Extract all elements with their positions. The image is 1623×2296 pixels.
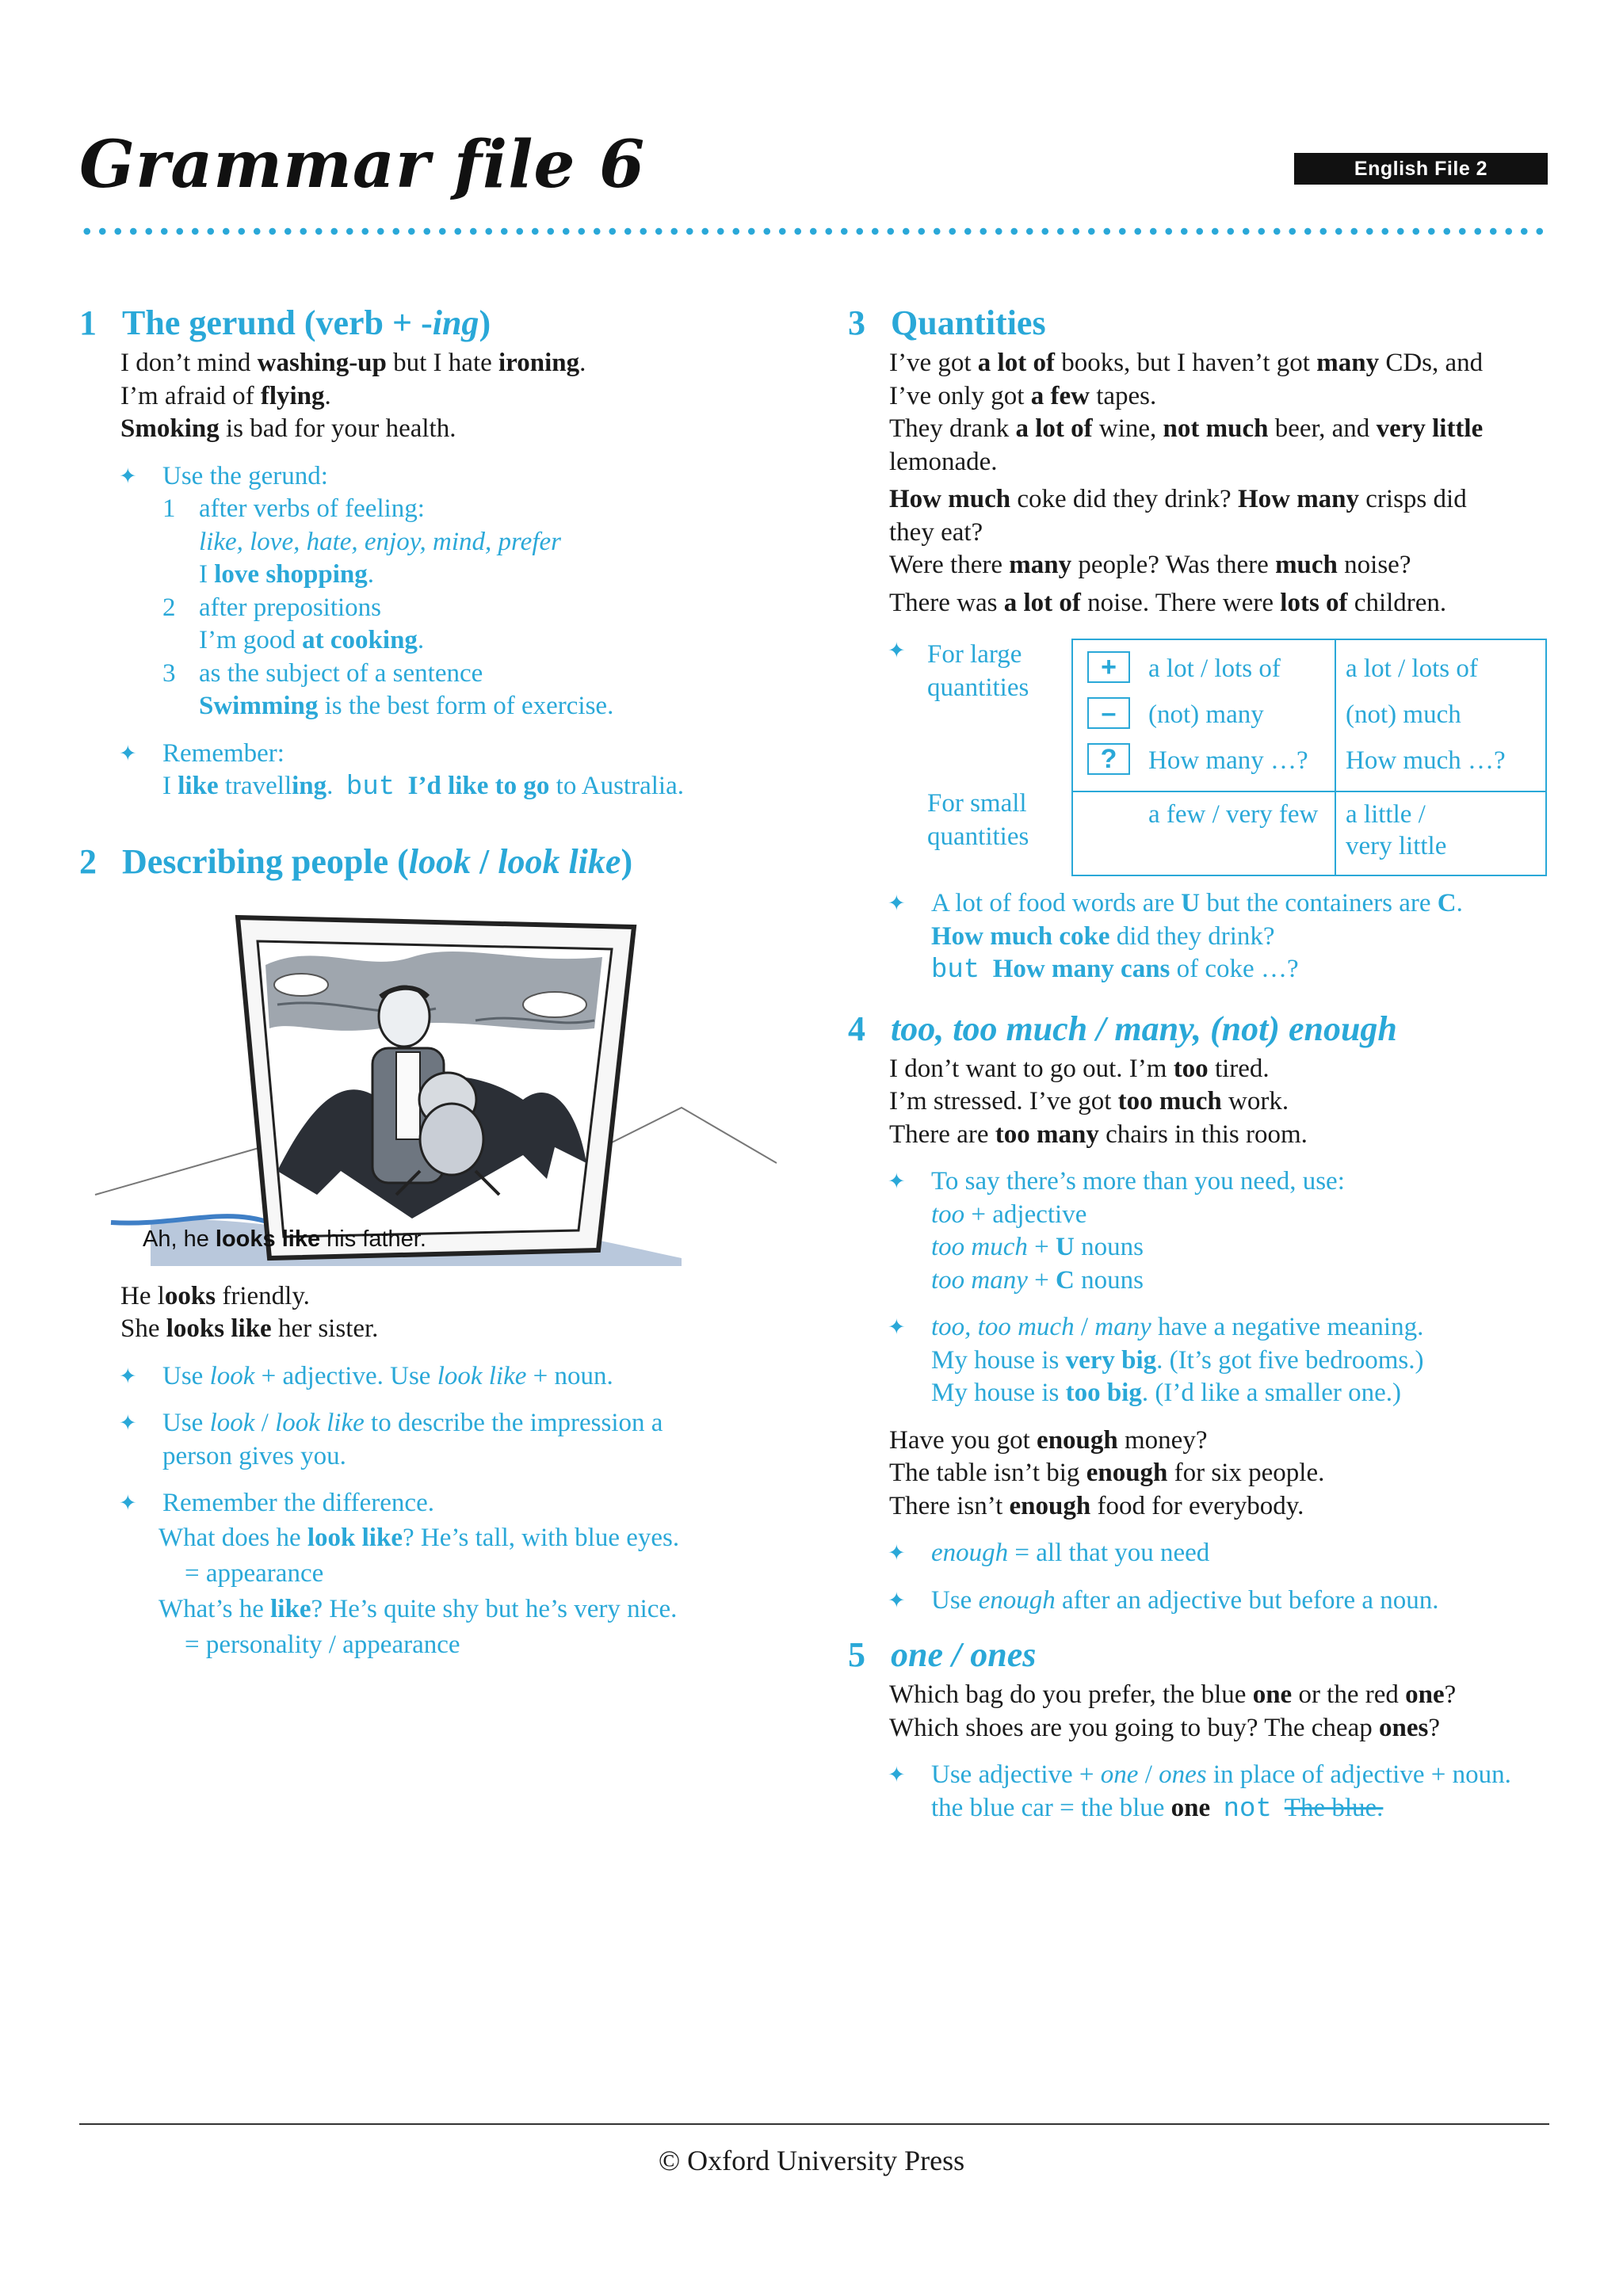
example-line: I don’t mind washing-up but I hate ironing.: [120, 349, 586, 377]
example-line: Have you got enough money?: [889, 1425, 1208, 1455]
rule-item: 2 after prepositions: [162, 593, 382, 622]
diamond-bullet-icon: ✦: [119, 741, 137, 765]
table-cell: a lot / lots of: [1148, 654, 1281, 683]
section-3-heading: 3 Quantities: [848, 303, 1046, 342]
example-line: There isn’t enough food for everybody.: [889, 1491, 1304, 1520]
rule-note: ✦ too, too much / many have a negative meaning. My house is very big. (It’s got five bedrooms.) My house is too big. (I’d like a smaller one.): [888, 1313, 1424, 1407]
diamond-bullet-icon: ✦: [888, 639, 906, 662]
right-column: [848, 299, 1561, 1826]
section-2-heading: 2 Describing people (look / look like): [79, 841, 633, 881]
diamond-bullet-icon: ✦: [119, 1411, 137, 1435]
quantities-block: [848, 639, 1561, 884]
example-line: How much coke did they drink? How many crisps did: [889, 485, 1467, 513]
quantities-table: [1071, 639, 1547, 876]
example-line: Which bag do you prefer, the blue one or the red one?: [889, 1680, 1457, 1709]
page-title: Grammar file 6: [79, 127, 646, 203]
diamond-bullet-icon: ✦: [119, 1363, 137, 1388]
rule-item: 1 after verbs of feeling:: [162, 494, 425, 523]
large-quantities-label: For large quantities: [927, 640, 1029, 702]
rule-note: ✦ A lot of food words are U but the containers are C. How much coke did they drink? but How many cans of coke …?: [888, 889, 1463, 986]
example-line: lemonade.: [889, 447, 998, 476]
small-quantities-label: For small quantities: [927, 789, 1029, 851]
table-cell: a lot / lots of: [1346, 654, 1478, 683]
rule-note: ✦ Use adjective + one / ones in place of adjective + noun. the blue car = the blue one not The blue.: [888, 1760, 1511, 1825]
example-line: Which shoes are you going to buy? The cheap ones?: [889, 1713, 1440, 1742]
minus-icon: –: [1087, 697, 1130, 729]
section-1-heading: 1 The gerund (verb + -ing): [79, 303, 491, 342]
rule-note: ✦ Use the gerund: 1 after verbs of feeling: like, love, hate, enjoy, mind, prefer I love shopping. 2 after prepositions I’m good at cooking. 3 as the subject of a sentence Swimming is the best form of exercise.: [79, 460, 792, 723]
diamond-bullet-icon: ✦: [888, 1588, 906, 1612]
book-badge: English File 2: [1294, 153, 1548, 185]
example-line: I’ve got a lot of books, but I haven’t got many CDs, and: [889, 349, 1484, 377]
example-line: I’m afraid of flying.: [120, 381, 331, 410]
section-4-heading: 4 too, too much / many, (not) enough: [848, 1009, 1397, 1048]
diamond-bullet-icon: ✦: [888, 891, 906, 915]
rule-note: ✦ Remember: I like travelling. but I’d like to go to Australia.: [119, 738, 684, 803]
question-icon: ?: [1087, 743, 1130, 775]
table-cell: very little: [1346, 832, 1447, 860]
table-cell: How much …?: [1346, 746, 1506, 775]
example-line: Were there many people? Was there much noise?: [889, 551, 1411, 579]
rule-note: ✦ To say there’s more than you need, use: too + adjective too much + U nouns too many + C nouns: [888, 1167, 1345, 1295]
vampire-portrait-drawing: [79, 910, 792, 1266]
example-line: they eat?: [889, 517, 983, 547]
dotted-divider: [79, 227, 1549, 236]
table-cell: How many …?: [1148, 746, 1308, 775]
table-cell: (not) many: [1148, 700, 1264, 729]
table-cell: (not) much: [1346, 700, 1461, 729]
rule-note: ✦ Use look / look like to describe the impression a person gives you.: [119, 1409, 663, 1470]
example-line: I’ve only got a few tapes.: [889, 381, 1157, 410]
example-line: Smoking is bad for your health.: [120, 414, 456, 443]
rule-item: 3 as the subject of a sentence: [162, 658, 483, 688]
rule-note: ✦ enough = all that you need: [848, 1537, 1561, 1570]
copyright-footer: © Oxford University Press: [658, 2145, 965, 2176]
diamond-bullet-icon: ✦: [888, 1541, 906, 1565]
example-line: There are too many chairs in this room.: [889, 1119, 1308, 1149]
example-line: He looks friendly.: [120, 1281, 310, 1310]
rule-note: ✦ Use enough after an adjective but before a noun.: [848, 1585, 1561, 1618]
example-line: The table isn’t big enough for six people.: [889, 1459, 1325, 1487]
table-cell: a little /: [1346, 800, 1426, 829]
section-5-heading: 5 one / ones: [848, 1635, 1037, 1674]
example-line: There was a lot of noise. There were lots of children.: [889, 588, 1447, 617]
footer-divider: [79, 2123, 1549, 2125]
table-cell: a few / very few: [1148, 800, 1319, 829]
cartoon-illustration: [79, 910, 792, 1266]
diamond-bullet-icon: ✦: [888, 1169, 906, 1193]
left-column: [79, 299, 792, 1663]
illustration-caption: Ah, he looks like his father.: [143, 1226, 426, 1252]
rule-note: ✦ Remember the difference. What does he look like? He’s tall, with blue eyes. = appearance What’s he like? He’s quite shy but he’s very nice. = personality / appearance: [119, 1489, 680, 1659]
example-line: I’m stressed. I’ve got too much work.: [889, 1087, 1289, 1116]
diamond-bullet-icon: ✦: [119, 1491, 137, 1515]
example-line: She looks like her sister.: [120, 1314, 379, 1343]
diamond-bullet-icon: ✦: [119, 463, 137, 488]
rule-note: ✦ Use look + adjective. Use look like + noun.: [79, 1360, 792, 1394]
plus-icon: +: [1087, 651, 1130, 683]
diamond-bullet-icon: ✦: [888, 1763, 906, 1787]
diamond-bullet-icon: ✦: [888, 1315, 906, 1339]
example-line: I don’t want to go out. I’m too tired.: [889, 1054, 1270, 1083]
example-line: They drank a lot of wine, not much beer, and very little: [889, 414, 1484, 443]
